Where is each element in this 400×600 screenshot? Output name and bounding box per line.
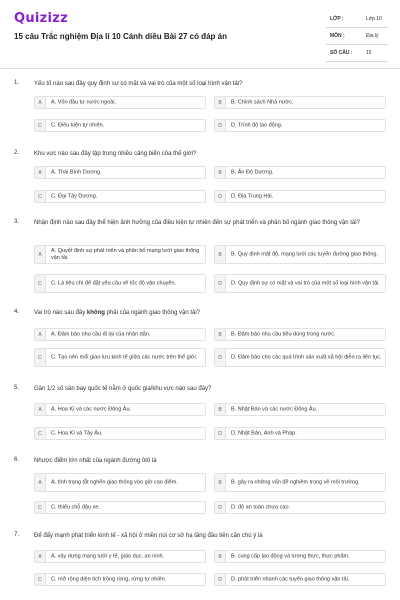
- option-a[interactable]: [34, 328, 206, 341]
- option-a[interactable]: [34, 245, 206, 264]
- option-letter: B: [215, 167, 226, 178]
- option-text: D. độ an toàn chưa cao.: [231, 504, 291, 510]
- question-text: [34, 309, 384, 317]
- option-letter: A: [35, 246, 46, 263]
- option-letter: C: [35, 574, 46, 585]
- question-text-emphasis: không: [86, 310, 105, 316]
- option-letter: C: [35, 191, 46, 202]
- option-letter: B: [215, 551, 226, 562]
- page-title: 15 câu Trắc nghiệm Địa lí 10 Cánh diều Bài 27 có đáp án: [14, 32, 227, 41]
- option-letter: A: [35, 167, 46, 178]
- option-d[interactable]: [214, 573, 386, 586]
- option-text: B. cung cấp lao động và lương thực, thực phẩm.: [231, 553, 350, 559]
- question-text-part: Vai trò nào sau đây: [34, 310, 87, 316]
- option-letter: C: [35, 349, 46, 366]
- option-a[interactable]: [34, 166, 206, 179]
- option-letter: A: [35, 474, 46, 491]
- option-b[interactable]: [214, 328, 386, 341]
- option-b[interactable]: [214, 550, 386, 563]
- option-letter: D: [215, 120, 226, 131]
- question-text: Nhược điểm lớn nhất của ngành đường ôtô là: [34, 458, 157, 464]
- option-text: C. thiếu chỗ đậu xe.: [51, 504, 100, 510]
- option-c[interactable]: [34, 427, 206, 440]
- option-b[interactable]: [214, 166, 386, 179]
- option-letter: A: [35, 404, 46, 415]
- question-text: Khu vực nào sau đây tập trung nhiều cảng biển của thế giới?: [34, 151, 197, 157]
- option-letter: A: [35, 551, 46, 562]
- option-c[interactable]: [34, 274, 206, 293]
- option-letter: D: [215, 191, 226, 202]
- logo-text: Quizizz: [14, 10, 69, 26]
- option-a[interactable]: [34, 403, 206, 416]
- option-text: D. Đảm bảo cho các quá trình sản xuất xã hội diễn ra liên tục.: [231, 354, 382, 360]
- option-text: B. Ấn Độ Dương.: [231, 169, 274, 175]
- option-text: C. Đại Tây Dương.: [51, 193, 98, 199]
- option-text: A. Hoa Kì và các nước Đông Âu.: [51, 406, 132, 412]
- option-a[interactable]: [34, 473, 206, 492]
- option-letter: D: [215, 428, 226, 439]
- question-number: 7.: [14, 532, 20, 538]
- option-letter: B: [215, 246, 226, 263]
- worksheet-header: [0, 0, 400, 64]
- question-number: 6.: [14, 457, 20, 463]
- option-letter: B: [215, 329, 226, 340]
- option-letter: C: [35, 275, 46, 292]
- question-text: Nhận định nào sau đây thể hiện ảnh hưởng của điều kiện tự nhiên đến sự phát triển và phân bố ngành giao thông vận tải?: [34, 220, 360, 226]
- option-letter: A: [35, 329, 46, 340]
- question-text: Yếu tố nào sau đây quy định sự có mặt và vai trò của một số loại hình vận tải?: [34, 81, 243, 87]
- option-a[interactable]: [34, 550, 206, 563]
- option-d[interactable]: [214, 274, 386, 293]
- option-text: C. Tạo nên mối giao lưu kinh tế giữa các nước trên thế giới.: [51, 354, 198, 360]
- question-text: Để đẩy mạnh phát triển kinh tế - xã hội ở miền núi cơ sở hạ tầng đầu tiên cần chú ý là: [34, 533, 263, 539]
- option-b[interactable]: [214, 403, 386, 416]
- option-b[interactable]: [214, 96, 386, 109]
- option-text: C. Điều kiện tự nhiên.: [51, 122, 105, 128]
- meta-label: SỐ CÂU :: [330, 50, 353, 56]
- option-c[interactable]: [34, 573, 206, 586]
- quizizz-logo: [14, 10, 68, 26]
- option-letter: D: [215, 349, 226, 366]
- option-letter: B: [215, 474, 226, 491]
- meta-row-count: [326, 46, 388, 62]
- option-letter: C: [35, 428, 46, 439]
- meta-value: Địa lý: [366, 33, 379, 39]
- question-number: 5.: [14, 385, 20, 391]
- option-letter: D: [215, 275, 226, 292]
- option-text: C. Là tiêu chí để đặt yêu cầu về tốc độ vận chuyển.: [51, 280, 177, 286]
- question-text: Gần 1/2 số sân bay quốc tế nằm ở quốc gia/khu vực nào sau đây?: [34, 386, 212, 392]
- option-c[interactable]: [34, 119, 206, 132]
- option-d[interactable]: [214, 119, 386, 132]
- option-text: B. Đảm bảo nhu cầu tiêu dùng trong nước.: [231, 331, 336, 337]
- option-text: B. Nhật Bản và các nước Đông Âu.: [231, 406, 318, 412]
- option-text: D. Quy định sự có mặt và vai trò của một số loại hình vận tải.: [231, 280, 380, 286]
- option-d[interactable]: [214, 427, 386, 440]
- option-text: D. phát triển nhanh các tuyến giao thông vận tải.: [231, 576, 350, 582]
- question-number: 3.: [14, 219, 20, 225]
- meta-row-subject: [326, 29, 388, 45]
- question-text-part: phải của ngành giao thông vận tải?: [104, 310, 200, 316]
- option-text: D. Địa Trung Hải.: [231, 193, 274, 199]
- question-number: 4.: [14, 309, 20, 315]
- option-letter: C: [35, 502, 46, 513]
- meta-value: Lớp 10: [366, 16, 382, 22]
- option-d[interactable]: [214, 501, 386, 514]
- option-letter: C: [35, 120, 46, 131]
- option-text: C. Hoa Kì và Tây Âu.: [51, 430, 103, 436]
- option-letter: D: [215, 574, 226, 585]
- option-c[interactable]: [34, 190, 206, 203]
- option-letter: D: [215, 502, 226, 513]
- option-d[interactable]: [214, 348, 386, 367]
- option-text: D. Trình độ lao động.: [231, 122, 283, 128]
- option-c[interactable]: [34, 348, 206, 367]
- option-text: D. Nhật Bản, Anh và Pháp.: [231, 430, 297, 436]
- meta-value: 15: [366, 50, 372, 56]
- option-text: B. gây ra những vấn đề nghiêm trọng về môi trường.: [231, 479, 360, 485]
- option-text: C. mở rộng diện tích trồng rừng, rừng tự nhiên.: [51, 576, 167, 582]
- meta-label: MÔN :: [330, 33, 345, 39]
- option-a[interactable]: [34, 96, 206, 109]
- option-d[interactable]: [214, 190, 386, 203]
- option-text: B. Chính sách Nhà nước.: [231, 99, 294, 105]
- option-c[interactable]: [34, 501, 206, 514]
- meta-row-class: [326, 12, 388, 28]
- option-text: A. Quyết định sự phát triển và phân bố mạng lưới giao thông vận tải.: [51, 247, 200, 261]
- option-text: A. xây dựng mạng lưới y tế, giáo dục, an ninh.: [51, 553, 165, 559]
- question-number: 1.: [14, 80, 20, 86]
- meta-box: [326, 12, 388, 63]
- header-divider: [0, 68, 400, 69]
- option-text: B. Quy định mật độ, mạng lưới các tuyến đường giao thông.: [231, 251, 378, 257]
- option-text: A. Đảm bảo nhu cầu đi lại của nhân dân.: [51, 331, 151, 337]
- option-b[interactable]: [214, 473, 386, 492]
- option-b[interactable]: [214, 245, 386, 264]
- question-number: 2.: [14, 150, 20, 156]
- meta-label: LỚP :: [330, 16, 344, 22]
- option-letter: A: [35, 97, 46, 108]
- option-text: A. Thái Bình Dương.: [51, 169, 102, 175]
- option-text: A. Vốn đầu tư nước ngoài.: [51, 99, 117, 105]
- option-letter: B: [215, 404, 226, 415]
- option-text: A. tính trạng tắt nghẽn giao thông vào giờ cao điểm.: [51, 479, 178, 485]
- option-letter: B: [215, 97, 226, 108]
